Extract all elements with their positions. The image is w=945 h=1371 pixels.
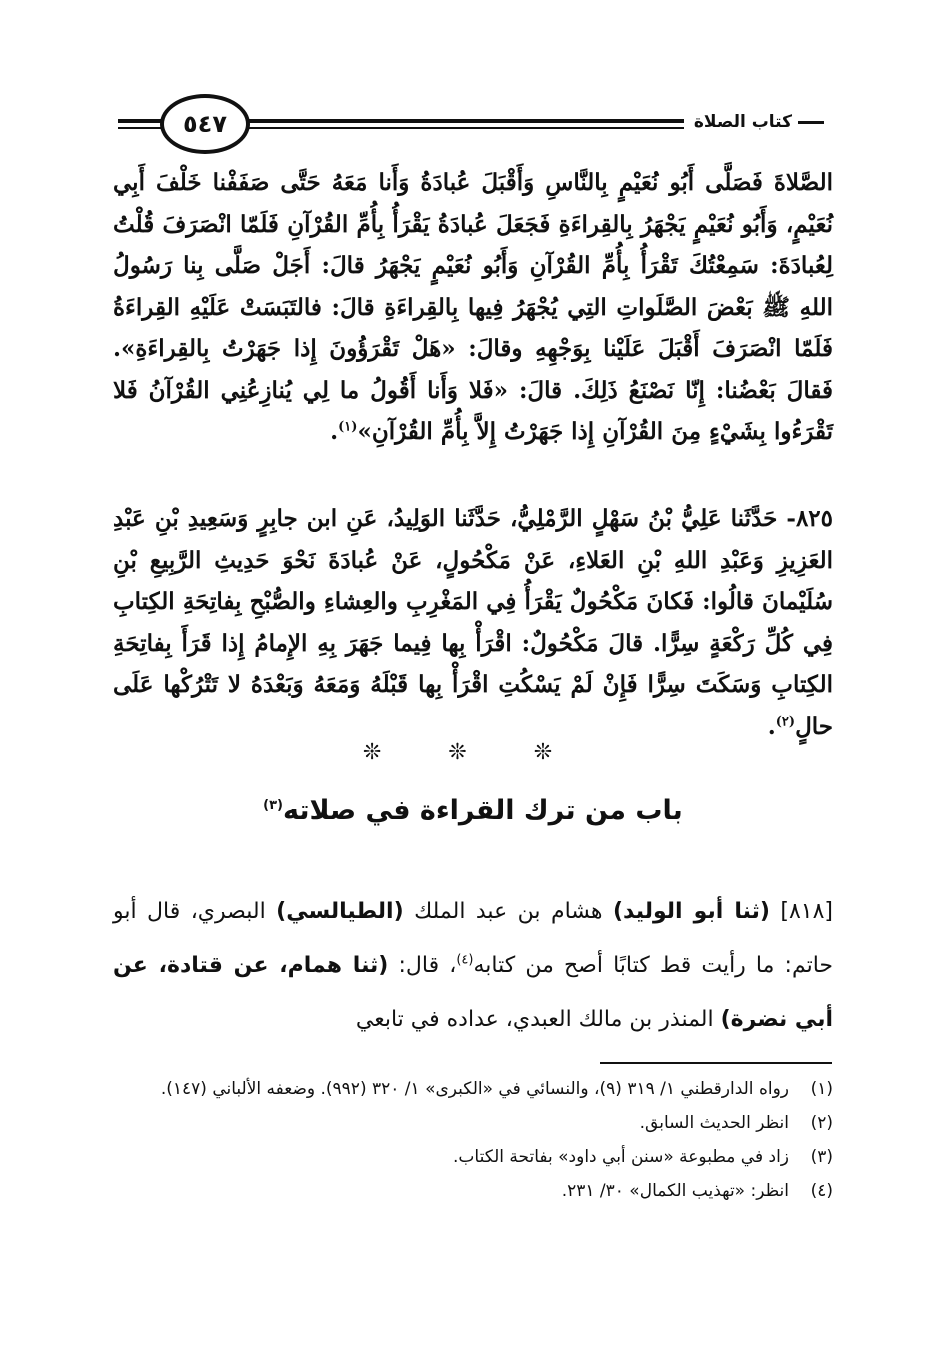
commentary-paragraph xyxy=(113,885,833,1047)
commentary-text-4: المنذر بن مالك العبدي، عداده في تابعي xyxy=(355,1007,721,1032)
hadith-paragraph-1 xyxy=(113,162,833,453)
footnote-ref-1[interactable]: (١) xyxy=(338,419,358,435)
commentary-quote-3: (ثنا همام، عن قتادة، عن أبي نضرة) xyxy=(113,953,833,1032)
commentary-text-2: البصري، قال أبو حاتم: ما رأيت قط كتابًا أصح من كتابه xyxy=(113,899,834,978)
page-header xyxy=(118,92,830,152)
footnote-2-number: (٢) xyxy=(810,1113,833,1133)
hadith-2-end: . xyxy=(767,712,776,740)
section-separator: ❊ ❊ ❊ xyxy=(362,740,583,765)
running-title-text: كتاب الصلاة xyxy=(693,112,792,132)
commentary-quote-2: (الطيالسي) xyxy=(276,899,404,924)
footnote-2-text: انظر الحديث السابق. xyxy=(639,1113,789,1133)
chapter-title: باب من ترك القراءة في صلاته xyxy=(283,795,683,826)
commentary-quote-1: (ثنا أبو الوليد) xyxy=(612,899,770,924)
footnote-separator xyxy=(600,1062,832,1064)
chapter-heading xyxy=(113,795,833,826)
commentary-number: [٨١٨] xyxy=(769,899,834,924)
footnote-ref-4[interactable]: (٤) xyxy=(456,952,474,968)
footnote-4-text: انظر: «تهذيب الكمال» ٣٠/ ٢٣١. xyxy=(561,1181,789,1201)
hadith-1-end: . xyxy=(330,418,339,445)
footnote-1-text: رواه الدارقطني ١/ ٣١٩ (٩)، والنسائي في «الكبرى» ١/ ٣٢٠ (٩٩٢). وضعفه الألباني (١٤٧). xyxy=(160,1079,789,1099)
hadith-1-text: الصَّلاةَ فَصَلَّى أَبُو نُعَيْمٍ بِالنَّاسِ وَأَقْبَلَ عُبادَةُ وَأَنا مَعَهُ حَتَّى صَفَفْنا خَلْفَ أَبِي نُعَيْمٍ، وَأَبُو نُعَيْمٍ يَجْهَرُ بِالقِراءَةِ فَجَعَلَ عُبادَةُ يَقْرَأُ بِأُمِّ القُرْآنِ فَلَمّا انْصَرَفَ قُلْتُ لِعُبادَةَ: سَمِعْتُكَ تَقْرَأُ بِأُمِّ القُرْآنِ وَأَبُو نُعَيْمٍ يَجْهَرُ قالَ: أَجَلْ صَلَّى بِنا رَسُولُ اللهِ ﷺ بَعْضَ الصَّلَواتِ التِي يُجْهَرُ فِيها بِالقِراءَةِ قالَ: فالتَبَسَتْ عَلَيْهِ القِراءَةُ فَلَمّا انْصَرَفَ أَقْبَلَ عَلَيْنا بِوَجْهِهِ وقالَ: «هَلْ تَقْرَؤُونَ إِذا جَهَرْتُ بِالقِراءَةِ». فَقالَ بَعْضُنا: إِنّا نَصْنَعُ ذَلِكَ. قالَ: «فَلا وَأَنا أَقُولُ ما لِي يُنازِعُنِي القُرْآنُ فَلا تَقْرَءُوا بِشَيْءٍ مِنَ القُرْآنِ إِذا جَهَرْتُ إِلاَّ بِأُمِّ القُرْآنِ» xyxy=(113,169,833,445)
footnote-ref-2[interactable]: (٢) xyxy=(775,713,796,729)
hadith-2-text: ٨٢٥- حَدَّثَنا عَلِيُّ بْنُ سَهْلٍ الرَّمْلِيُّ، حَدَّثَنا الوَلِيدُ، عَنِ ابن جابِرٍ وَسَعِيدِ بْنِ عَبْدِ العَزِيزِ وَعَبْدِ اللهِ بْنِ العَلاءِ، عَنْ مَكْحُولٍ، عَنْ عُبادَةَ نَحْوَ حَدِيثِ الرَّبِيعِ بْنِ سُلَيْمانَ قالُوا: فَكانَ مَكْحُولٌ يَقْرَأُ فِي المَغْرِبِ والعِشاءِ والصُّبْحِ بِفاتِحَةِ الكِتابِ فِي كُلِّ رَكْعَةٍ سِرًّا. قالَ مَكْحُولٌ: اقْرَأْ بِها فِيما جَهَرَ بِهِ الإِمامُ إِذا قَرَأَ بِفاتِحَةِ الكِتابِ وَسَكَتَ سِرًّا فَإِنْ لَمْ يَسْكُتِ اقْرَأْ بِها قَبْلَهُ وَمَعَهُ وَبَعْدَهُ لا تَتْرُكْها عَلَى حالٍ xyxy=(113,505,833,740)
footnote-ref-3[interactable]: (٣) xyxy=(263,798,283,813)
commentary-text-1: هشام بن عبد الملك xyxy=(403,899,613,924)
page-number: ٥٤٧ xyxy=(160,94,250,154)
footnote-3-text: زاد في مطبوعة «سنن أبي داود» بفاتحة الكتاب. xyxy=(453,1147,789,1167)
footnote-3-number: (٣) xyxy=(810,1147,833,1167)
running-title xyxy=(684,104,830,140)
footnote-1-number: (١) xyxy=(810,1079,833,1099)
footnotes xyxy=(113,1072,833,1208)
footnote-3 xyxy=(113,1140,833,1174)
hadith-paragraph-2 xyxy=(113,498,833,747)
footnote-2 xyxy=(113,1106,833,1140)
footnote-4 xyxy=(113,1174,833,1208)
commentary-text-3: ، قال: xyxy=(388,953,457,978)
title-dash xyxy=(798,121,824,124)
footnote-4-number: (٤) xyxy=(810,1181,833,1201)
footnote-1 xyxy=(113,1072,833,1106)
